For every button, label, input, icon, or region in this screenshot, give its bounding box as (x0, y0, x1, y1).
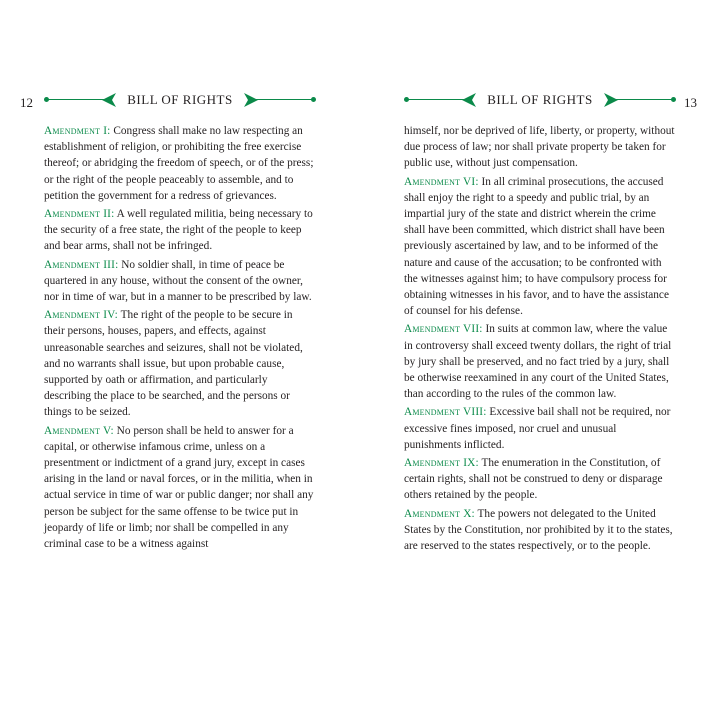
amendment-paragraph (44, 307, 316, 420)
ornament-dot-icon (671, 97, 676, 102)
page-body (44, 123, 316, 554)
amendment-text: Excessive bail shall not be required, nor excessive fines imposed, nor cruel and unusual punishments inflicted. (404, 406, 671, 451)
amendment-paragraph (44, 423, 316, 553)
continuation-paragraph: himself, nor be deprived of life, liberty, or property, without due process of law; nor shall private property be taken for public use, without just compensation. (404, 125, 675, 170)
amendment-text: The right of the people to be secure in their persons, houses, papers, and effects, against unreasonable searches and seizures, shall not be violated, and no warrants shall issue, but upon probable cause, supported by oath or affirmation, and particularly describing the place to be searched, and the persons or things to be seized. (44, 309, 303, 419)
amendment-paragraph (404, 174, 676, 320)
amendment-paragraph (44, 257, 316, 306)
header-title: BILL OF RIGHTS (127, 92, 233, 107)
amendment-paragraph (404, 455, 676, 504)
amendment-label: Amendment X: (404, 507, 475, 520)
amendment-label: Amendment IX: (404, 457, 479, 470)
amendment-paragraph (404, 321, 676, 402)
right-page (360, 0, 720, 720)
amendment-label: Amendment VII: (404, 323, 483, 336)
amendment-paragraph (404, 506, 676, 555)
page-number: 13 (684, 95, 697, 110)
running-header (404, 92, 676, 108)
amendment-label: Amendment VI: (404, 175, 479, 188)
page-body (404, 123, 676, 556)
page-number: 12 (20, 95, 33, 110)
amendment-text: The powers not delegated to the United States by the Constitution, nor prohibited by it to the states, are reserved to the states respectively, or to the people. (404, 507, 673, 553)
amendment-paragraph (44, 206, 316, 255)
ornament-line (616, 99, 672, 100)
amendment-text: In suits at common law, where the value in controversy shall exceed twenty dollars, the right of trial by jury shall be preserved, and no fact tried by a jury, shall be otherwise reexamined in any court of the United States, than according to the rules of the common law. (404, 323, 672, 401)
amendment-label: Amendment II: (44, 208, 115, 221)
ornament-line (256, 99, 312, 100)
amendment-label: Amendment I: (44, 125, 111, 137)
amendment-label: Amendment III: (44, 258, 119, 271)
ornament-dot-icon (311, 97, 316, 102)
amendment-text: Congress shall make no law respecting an establishment of religion, or prohibiting the free exercise thereof; or abridging the freedom of speech, or of the press; or the right of the people peaceably to assemble, and to petition the government for a redress of grievances. (44, 125, 314, 202)
amendment-label: Amendment VIII: (404, 406, 487, 419)
amendment-text: No soldier shall, in time of peace be quartered in any house, without the consent of the owner, nor in time of war, but in a manner to be prescribed by law. (44, 258, 312, 304)
ornament-arrow-right-icon (604, 93, 618, 107)
amendment-text: The enumeration in the Constitution, of certain rights, shall not be construed to deny or disparage others retained by the people. (404, 457, 663, 502)
amendment-label: Amendment IV: (44, 309, 119, 322)
header-title: BILL OF RIGHTS (487, 92, 593, 107)
amendment-paragraph (404, 404, 676, 453)
running-header (44, 92, 316, 108)
amendment-label: Amendment V: (44, 424, 114, 437)
ornament-arrow-right-icon (244, 93, 258, 107)
amendment-text: A well regulated militia, being necessary to the security of a free state, the right of the people to keep and bear arms, shall not be infringed. (44, 208, 313, 253)
amendment-text: No person shall be held to answer for a capital, or otherwise infamous crime, unless on a presentment or indictment of a grand jury, except in cases arising in the land or naval forces, or in the militia, when in actual service in time of war or public danger; nor shall any person be subject for the same offense to be twice put in jeopardy of life or limb; nor shall be compelled in any criminal case to be a witness against (44, 424, 314, 551)
amendment-paragraph (44, 123, 316, 204)
amendment-text: In all criminal prosecutions, the accused shall enjoy the right to a speedy and public trial, by an impartial jury of the state and district wherein the crime shall have been committed, which district shall have been previously ascertained by law, and to be informed of the nature and cause of the accusation; to be confronted with the witnesses against him; to have compulsory process for obtaining witnesses in his favor, and to have the assistance of counsel for his defense. (404, 175, 669, 318)
